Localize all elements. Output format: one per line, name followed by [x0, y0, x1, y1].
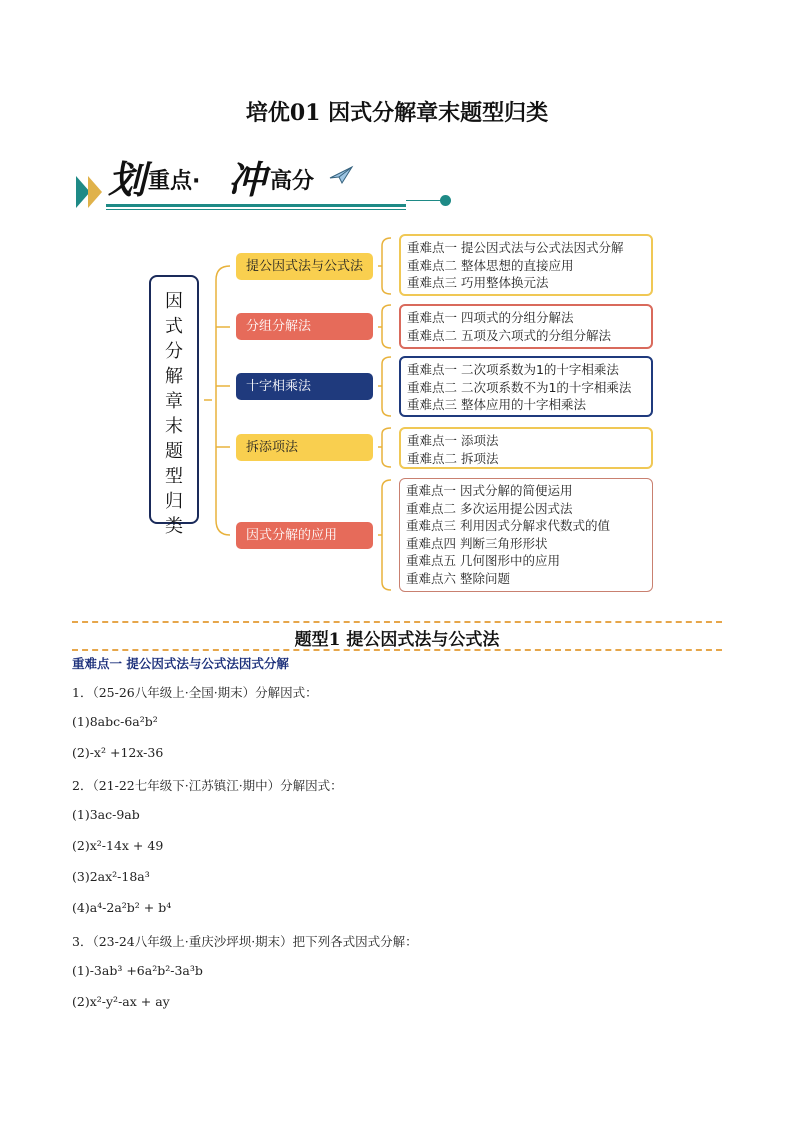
detail-item: 重难点二 多次运用提公因式法 [406, 500, 573, 516]
detail-item: 重难点二 拆项法 [407, 450, 499, 466]
question-part: (4)a⁴-2a²b² + b⁴ [72, 900, 172, 915]
detail-item: 重难点一 二次项系数为1的十字相乘法 [407, 362, 619, 377]
root-char: 类 [165, 516, 183, 537]
detail-item: 重难点六 整除问题 [406, 570, 510, 586]
section-divider [72, 649, 722, 651]
detail-box-yingyong [399, 478, 653, 592]
root-char: 解 [165, 366, 183, 387]
detail-item: 重难点五 几何图形中的应用 [406, 553, 560, 568]
root-char: 式 [165, 316, 183, 337]
root-char: 因 [165, 291, 183, 312]
question-part: (2)-x² +12x-36 [72, 745, 164, 760]
detail-item: 重难点三 整体应用的十字相乘法 [407, 397, 586, 412]
root-char: 归 [165, 491, 183, 512]
root-char: 章 [165, 391, 183, 412]
banner-text-2: 高分 [270, 169, 315, 194]
category-fenzu: 分组分解法 [236, 313, 373, 340]
detail-item: 重难点三 巧用整体换元法 [407, 275, 549, 290]
detail-item: 重难点一 因式分解的简便运用 [406, 483, 573, 498]
category-chaitian: 拆添项法 [236, 434, 373, 461]
section-title: 题型1 提公因式法与公式法 [294, 630, 500, 650]
category-tigong: 提公因式法与公式法 [236, 253, 373, 280]
detail-item: 重难点一 提公因式法与公式法因式分解 [407, 240, 624, 255]
question-part: (1)8abc-6a²b² [72, 714, 158, 729]
banner-text-1: 重点· [148, 169, 201, 194]
question-stem: 3．（23-24八年级上·重庆沙坪坝·期末）把下列各式因式分解： [72, 934, 418, 949]
detail-item: 重难点二 二次项系数不为1的十字相乘法 [407, 379, 632, 395]
detail-item: 重难点一 添项法 [407, 433, 499, 448]
detail-box-shizi [399, 356, 653, 417]
question-part: (1)-3ab³ +6a²b²-3a³b [72, 963, 203, 978]
question-part: (2)x²-14x + 49 [72, 838, 164, 853]
detail-box-chaitian [399, 427, 653, 469]
detail-box-fenzu [399, 304, 653, 349]
category-yingyong: 因式分解的应用 [236, 522, 373, 549]
section-divider [72, 621, 722, 623]
detail-item: 重难点二 五项及六项式的分组分解法 [407, 327, 611, 343]
question-part: (3)2ax²-18a³ [72, 869, 150, 884]
root-char: 末 [165, 416, 183, 437]
point-title: 重难点一 提公因式法与公式法因式分解 [72, 656, 289, 671]
detail-item: 重难点四 判断三角形形状 [406, 535, 548, 551]
root-char: 题 [165, 441, 183, 462]
category-shizi: 十字相乘法 [236, 373, 373, 400]
question-part: (1)3ac-9ab [72, 807, 140, 822]
question-stem: 2．（21-22七年级下·江苏镇江·期中）分解因式： [72, 778, 343, 793]
mindmap-root [149, 275, 199, 537]
detail-box-tigong [399, 234, 653, 296]
page-title: 培优01 因式分解章末题型归类 [245, 100, 549, 126]
detail-item: 重难点一 四项式的分组分解法 [407, 310, 574, 325]
banner-char-1: 划 [108, 157, 147, 202]
question-stem: 1．（25-26八年级上·全国·期末）分解因式： [72, 685, 318, 700]
root-char: 型 [165, 466, 183, 487]
question-part: (2)x²-y²-ax + ay [72, 994, 170, 1009]
root-char: 分 [165, 341, 183, 362]
detail-item: 重难点三 利用因式分解求代数式的值 [406, 518, 610, 533]
banner-char-2: 冲 [228, 157, 267, 202]
detail-item: 重难点二 整体思想的直接应用 [407, 257, 574, 273]
